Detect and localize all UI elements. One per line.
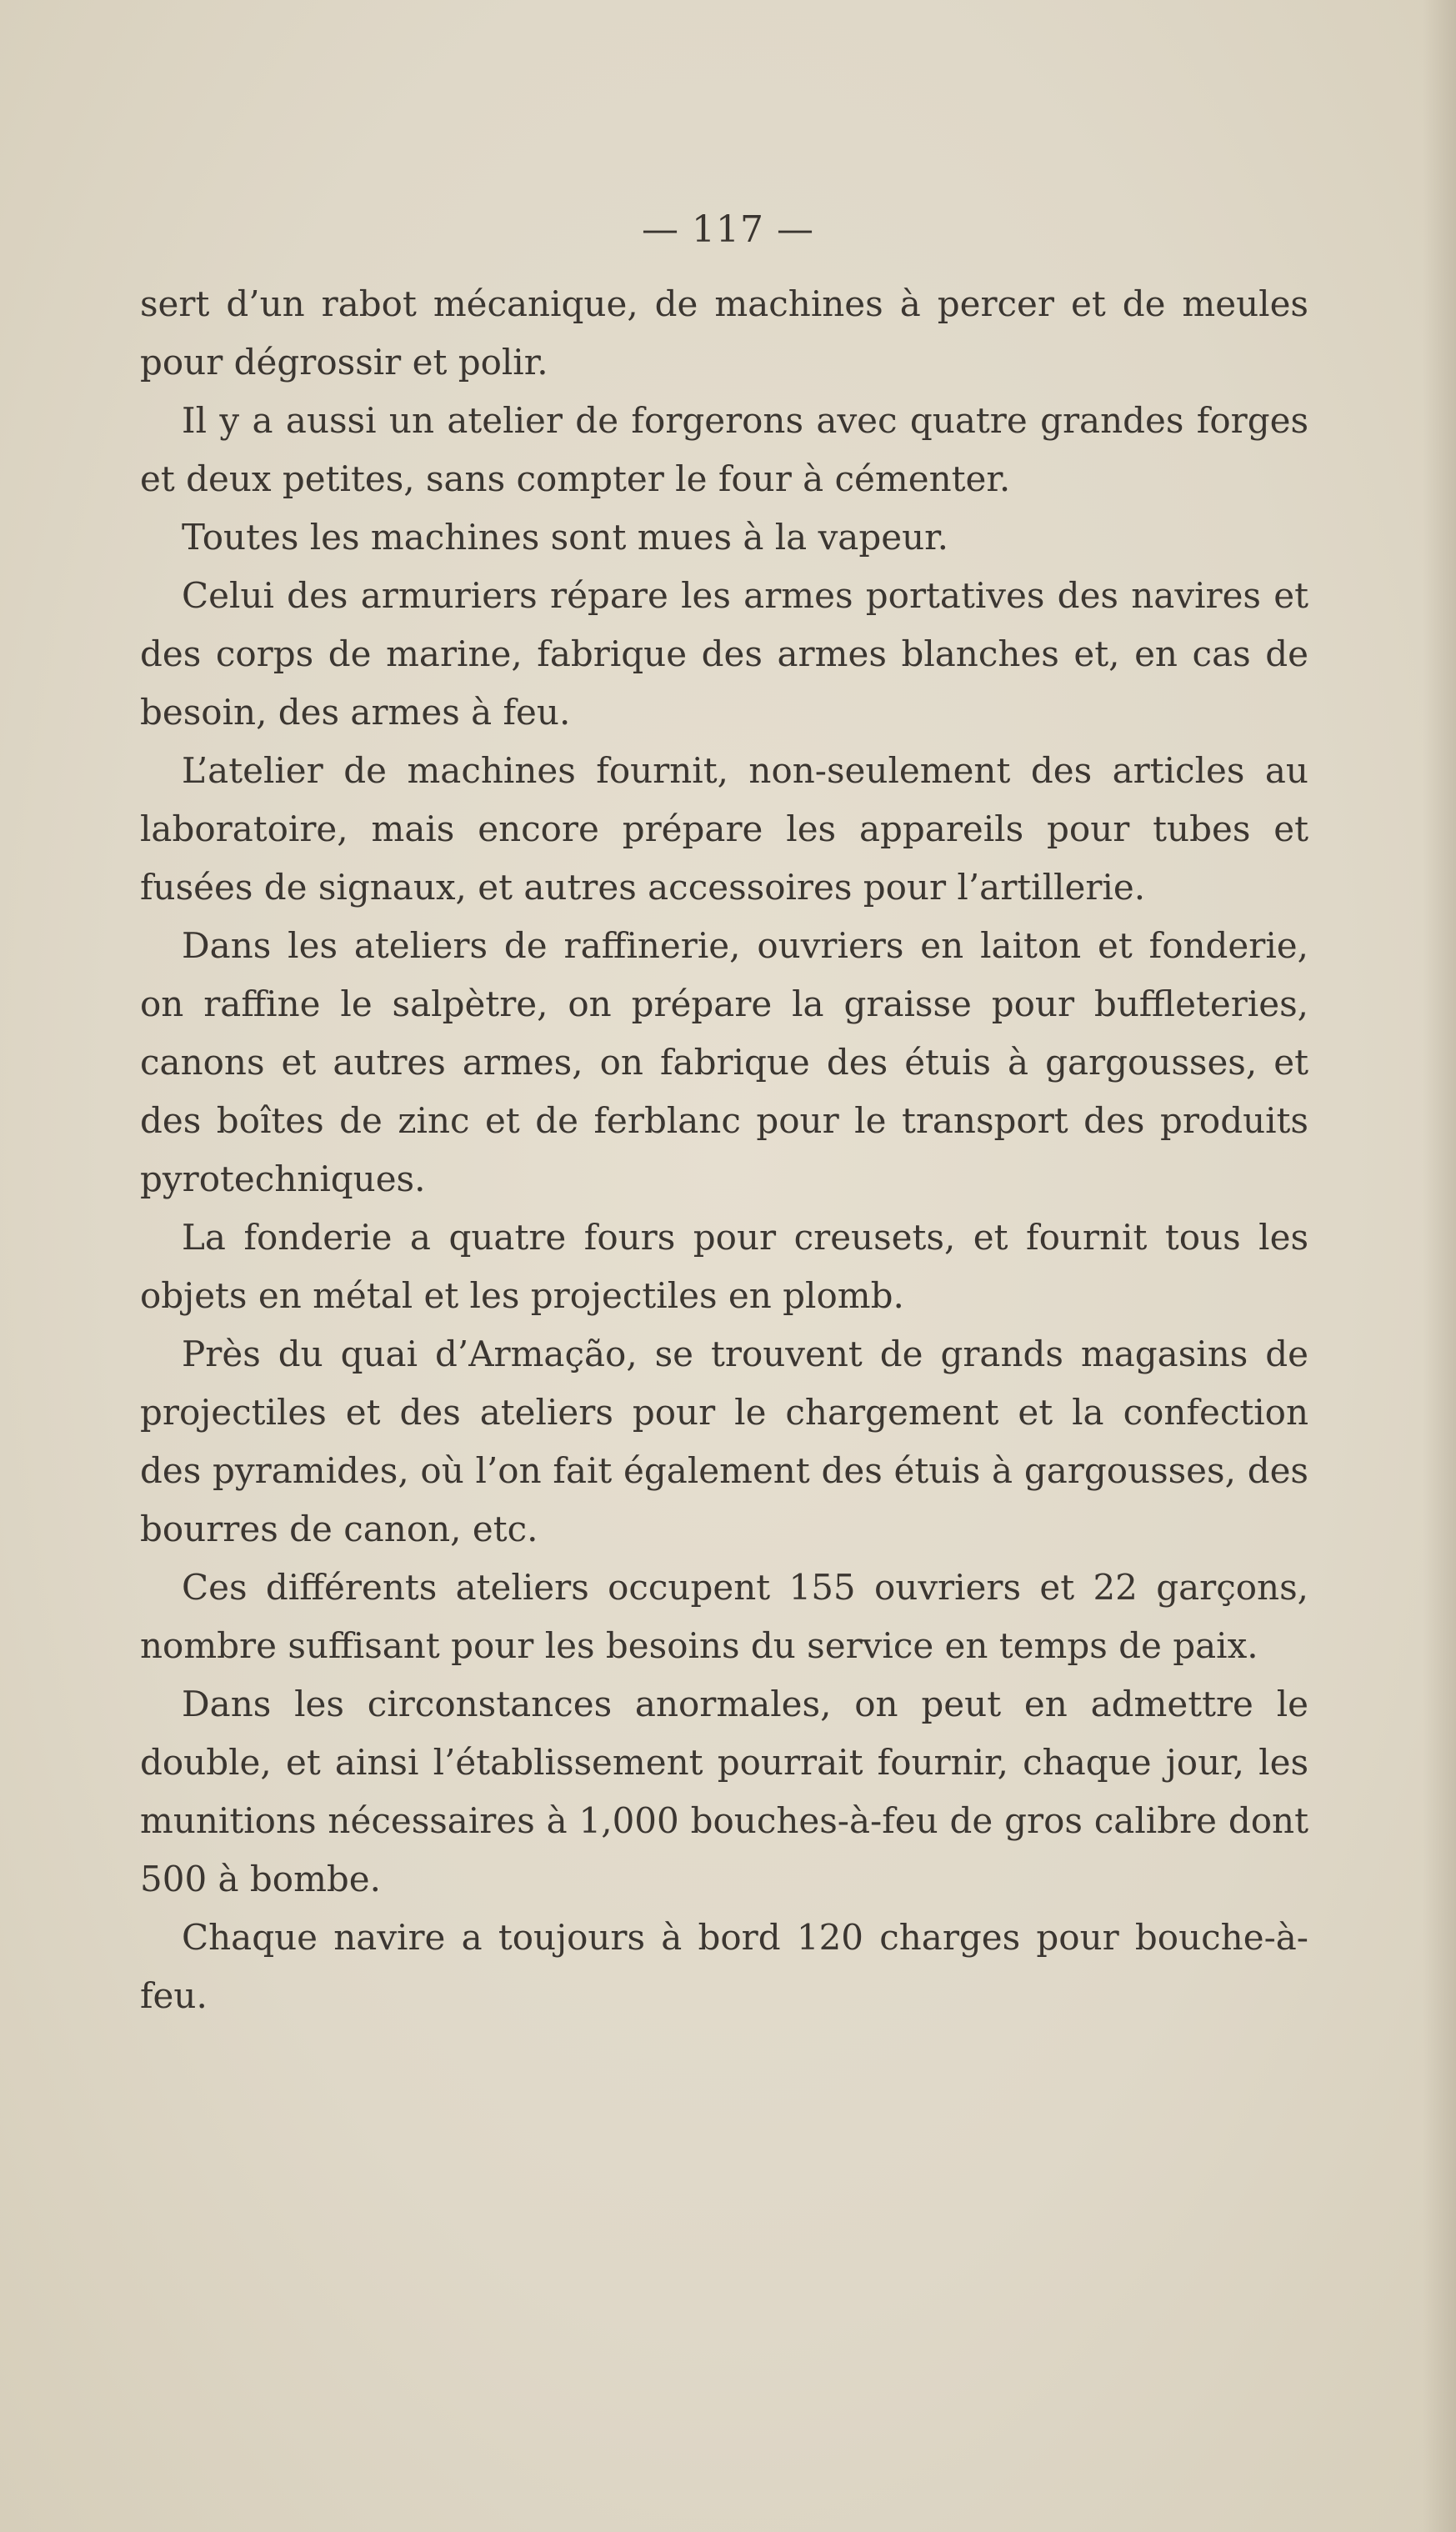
paragraph-8: Près du quai d’Armação, se trouvent de grands magasins de projectiles et des ateliers pour le chargement et la confection des pyramides, où l’on fait également des étuis à gargousses, des bourres de canon, etc. [140,1334,1308,1549]
paragraph-1: sert d’un rabot mécanique, de machines à percer et de meules pour dégrossir et polir. [140,283,1308,383]
paragraph-7: La fonderie a quatre fours pour creusets, et fournit tous les objets en métal et les projectiles en plomb. [140,1217,1308,1316]
page-number: — 117 — [642,208,814,251]
paragraph-3: Toutes les machines sont mues à la vapeur. [182,517,948,558]
paragraph-11: Chaque navire a toujours à bord 120 charges pour bouche-à-feu. [140,1917,1308,2016]
paragraph-5: L’atelier de machines fournit, non-seulement des articles au laboratoire, mais encore prépare les appareils pour tubes et fusées de signaux, et autres accessoires pour l’artillerie. [140,750,1308,908]
paragraph-9: Ces différents ateliers occupent 155 ouvriers et 22 garçons, nombre suffisant pour les besoins du service en temps de paix. [140,1567,1308,1666]
body-text [140,275,1308,2025]
page-edge-shadow [1423,0,1456,2532]
paragraph-10: Dans les circonstances anormales, on peut en admettre le double, et ainsi l’établissement pourrait fournir, chaque jour, les munitions nécessaires à 1,000 bouches-à-feu de gros calibre dont 500 à bombe. [140,1684,1308,1899]
paragraph-4: Celui des armuriers répare les armes portatives des navires et des corps de marine, fabrique des armes blanches et, en cas de besoin, des armes à feu. [140,575,1308,733]
paragraph-2: Il y a aussi un atelier de forgerons avec quatre grandes forges et deux petites, sans compter le four à cémenter. [140,400,1308,499]
paragraph-6: Dans les ateliers de raffinerie, ouvriers en laiton et fonderie, on raffine le salpètre, on prépare la graisse pour buffleteries, canons et autres armes, on fabrique des étuis à gargousses, et des boîtes de zinc et de ferblanc pour le transport des produits pyrotechniques. [140,925,1308,1199]
